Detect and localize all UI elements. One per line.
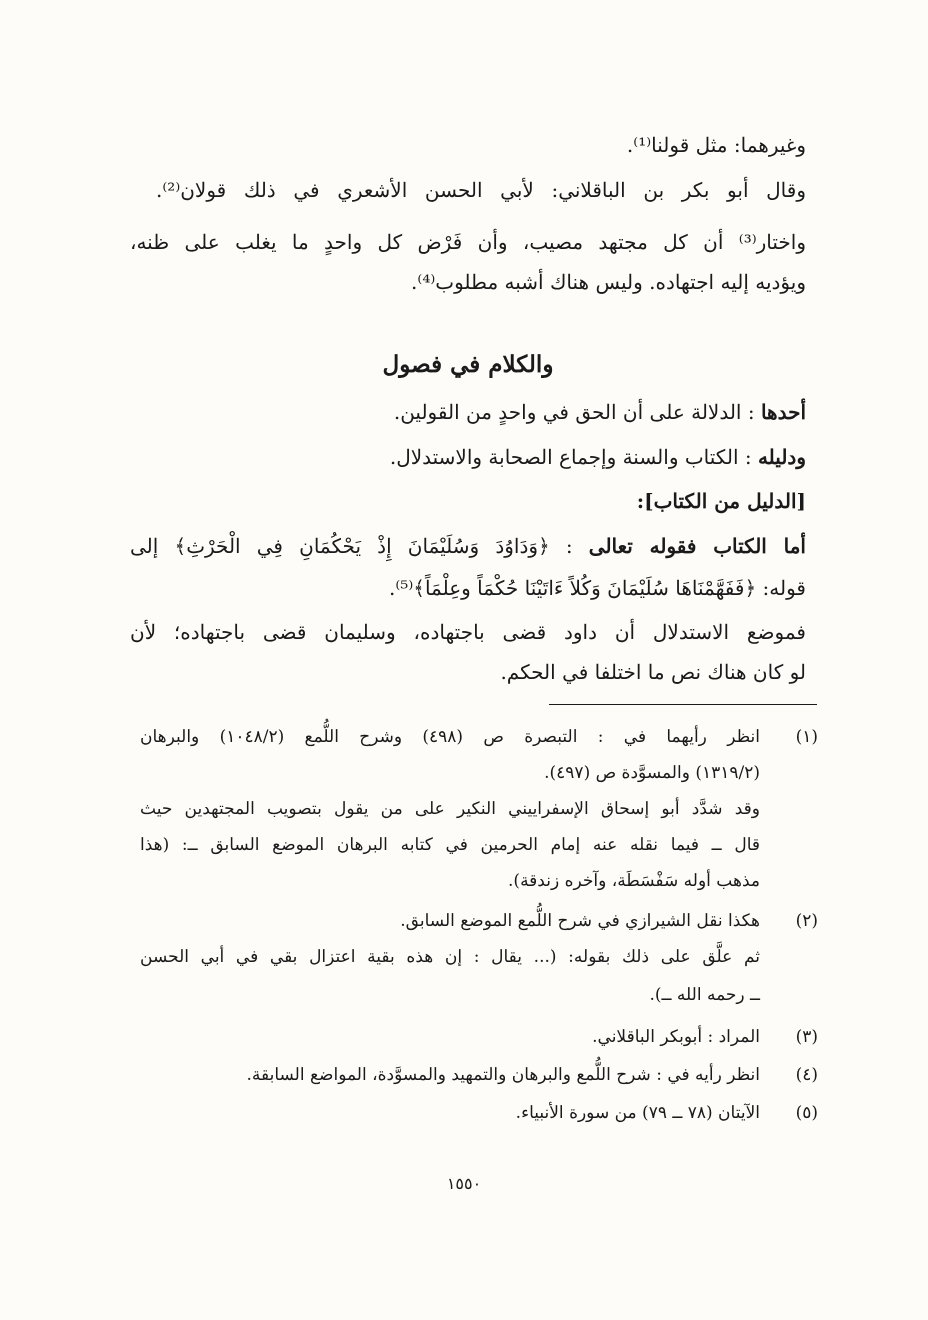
footnote-line: الآيتان (٧٨ ــ ٧٩) من سورة الأنبياء. bbox=[515, 1103, 760, 1123]
book-heading: [الدليل من الكتاب]: bbox=[636, 489, 806, 513]
evidence-term: ودليله bbox=[757, 445, 806, 469]
footnote-line: ثم علَّق على ذلك بقوله: (... يقال : إن هذه بقية اعتزال بقي في أبي الحسن bbox=[140, 947, 760, 967]
body-line: وقال أبو بكر بن الباقلاني: لأبي الحسن الأشعري في ذلك قولان⁽²⁾. bbox=[156, 178, 806, 202]
first-point bbox=[130, 392, 806, 432]
argument-line: فموضع الاستدلال أن داود قضى باجتهاده، وسليمان قضى باجتهاده؛ لأن bbox=[130, 620, 806, 644]
body-line: وغيرهما: مثل قولنا⁽¹⁾. bbox=[626, 133, 806, 157]
footnote-separator bbox=[549, 704, 817, 705]
footnote-line: وقد شدَّد أبو إسحاق الإسفراييني النكير على من يقول بتصويب المجتهدين حيث bbox=[140, 799, 760, 819]
evidence-line bbox=[130, 437, 806, 477]
footnote-line: المراد : أبوبكر الباقلاني. bbox=[592, 1027, 760, 1047]
body-line: ويؤديه إليه اجتهاده. وليس هناك أشبه مطلوب⁽⁴⁾. bbox=[411, 270, 806, 294]
quran-term: أما الكتاب فقوله تعالى bbox=[588, 534, 806, 558]
footnote-line: (١٣١٩/٢) والمسوَّدة ص (٤٩٧). bbox=[544, 763, 760, 783]
argument-line: لو كان هناك نص ما اختلفا في الحكم. bbox=[500, 660, 806, 684]
footnote-number: (٤) bbox=[795, 1065, 818, 1085]
footnote-line: انظر رأيه في : شرح اللُّمع والبرهان والتمهيد والمسوَّدة، المواضع السابقة. bbox=[246, 1065, 760, 1085]
evidence-text: : الكتاب والسنة وإجماع الصحابة والاستدلال. bbox=[389, 445, 758, 469]
footnote-line: مذهب أوله سَفْسَطَة، وآخره زندقة). bbox=[508, 871, 760, 891]
quran-line: قوله: ﴿فَفَهَّمْنَاهَا سُلَيْمَانَ وَكُلاً ءَاتَيْنَا حُكْمَاً وعِلْمَاً﴾⁽⁵⁾. bbox=[389, 576, 806, 600]
footnote-line: ــ رحمه الله ــ). bbox=[649, 985, 760, 1005]
first-point-text: : الدلالة على أن الحق في واحدٍ من القولين. bbox=[393, 400, 761, 424]
first-point-term: أحدها bbox=[760, 400, 806, 424]
footnote-number: (٢) bbox=[795, 911, 818, 931]
footnote-line: هكذا نقل الشيرازي في شرح اللُّمع الموضع السابق. bbox=[400, 911, 760, 931]
footnote-number: (١) bbox=[795, 727, 818, 747]
quran-text: : ﴿وَدَاوُدَ وَسُلَيْمَانَ إِذْ يَحْكُمَانِ فِي الْحَرْثِ﴾ إلى bbox=[130, 534, 589, 558]
footnote-line: انظر رأيهما في : التبصرة ص (٤٩٨) وشرح اللُّمع (١٠٤٨/٢) والبرهان bbox=[140, 727, 760, 747]
footnote-line: قال ــ فيما نقله عنه إمام الحرمين في كتابه البرهان الموضع السابق ــ: (هذا bbox=[140, 835, 760, 855]
footnote-number: (٣) bbox=[795, 1027, 818, 1047]
page-number: ١٥٥٠ bbox=[446, 1174, 482, 1193]
body-line: واختار⁽³⁾ أن كل مجتهد مصيب، وأن فَرْض كل واحدٍ ما يغلب على ظنه، bbox=[130, 230, 806, 254]
footnote-number: (٥) bbox=[795, 1103, 818, 1123]
section-heading: والكلام في فصول bbox=[382, 351, 554, 378]
quran-line bbox=[130, 526, 806, 566]
